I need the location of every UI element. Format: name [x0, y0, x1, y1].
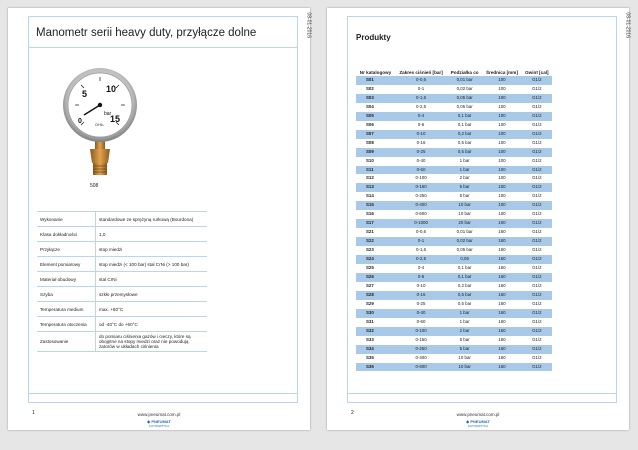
table-cell: 100	[498, 211, 506, 217]
image-caption: 508	[90, 183, 99, 189]
table-cell: 10 bar	[447, 363, 482, 372]
table-cell: 160	[498, 265, 506, 271]
table-cell: S08	[366, 139, 374, 145]
brand-name: PNEUMAT	[470, 419, 490, 424]
table-cell: 2 bar	[459, 175, 470, 181]
column-header: Nr katalogowy	[359, 69, 392, 75]
table-cell: G1/2	[522, 327, 552, 336]
table-row	[356, 121, 552, 130]
table-cell: G1/2	[532, 336, 542, 342]
table-row	[356, 345, 552, 354]
table-row	[356, 130, 552, 139]
title-divider	[29, 47, 297, 48]
table-row	[356, 264, 552, 273]
footer-divider	[29, 393, 297, 394]
table-cell: 10 bar	[458, 354, 471, 360]
table-cell: S14	[366, 193, 374, 199]
table-cell: 0,5 bar	[457, 300, 472, 306]
dial-label-0: 0	[78, 118, 82, 125]
footer-url: www.pneumat.com.pl	[456, 412, 500, 417]
table-cell: G1/2	[532, 229, 542, 235]
table-cell: G1/2	[522, 273, 552, 282]
table-cell: 0-60	[395, 166, 447, 175]
spec-row	[37, 272, 207, 287]
table-cell: S24	[356, 255, 395, 264]
table-cell: 1 bar	[459, 157, 470, 163]
table-cell: 160	[482, 237, 522, 246]
brand-logo: ◆ PNEUMAT	[147, 419, 171, 424]
table-cell: G1/2	[532, 354, 542, 360]
page-title: Produkty	[356, 33, 391, 42]
spec-key: Szyba	[37, 287, 96, 302]
table-cell: 100	[482, 183, 522, 192]
table-row	[356, 273, 552, 282]
table-cell: 0-1000	[395, 219, 447, 228]
brand-subtitle: AUTOMATYKA	[467, 424, 489, 428]
table-cell: G1/2	[522, 237, 552, 246]
table-cell: S06	[366, 121, 374, 127]
table-cell: 2 bar	[447, 327, 482, 336]
table-cell: 160	[482, 363, 522, 372]
dial-brand: ОНЬ	[95, 122, 104, 127]
table-cell: 0-6	[417, 121, 425, 127]
table-cell: 0-600	[395, 363, 447, 372]
table-cell: 1 bar	[447, 309, 482, 318]
specification-table	[37, 211, 207, 352]
table-cell: 0-0,6	[416, 229, 427, 235]
table-cell: 0,1 bar	[447, 273, 482, 282]
table-cell: 0,5 bar	[457, 139, 472, 145]
table-cell: 160	[498, 336, 506, 342]
table-cell: G1/2	[532, 265, 542, 271]
dial-label-15: 15	[110, 114, 121, 124]
spec-value: do pomiaru ciśnienia gazów i cieczy, które są obojętne na stopy miedzi oraz nie powodują zatorów w układach ciśnienia	[96, 332, 208, 352]
table-row	[356, 76, 552, 85]
table-cell: 0-1	[395, 237, 447, 246]
table-row	[356, 309, 552, 318]
dial-unit: bar	[104, 111, 112, 117]
table-cell: S07	[356, 130, 395, 139]
table-cell: 0-2,5	[395, 255, 447, 264]
table-cell: 0-25	[416, 300, 426, 306]
table-cell: 0-16	[395, 291, 447, 300]
table-cell: S13	[356, 183, 395, 192]
table-cell: S01	[356, 76, 395, 85]
table-row	[356, 148, 552, 157]
table-cell: S32	[356, 327, 395, 336]
table-cell: 0,05	[447, 255, 482, 264]
table-cell: S36	[356, 363, 395, 372]
spec-row	[37, 332, 207, 352]
table-cell: 0,1 bar	[457, 121, 472, 127]
spec-row	[37, 257, 207, 272]
table-row	[356, 363, 552, 372]
table-cell: G1/2	[522, 112, 552, 121]
table-cell: G1/2	[522, 219, 552, 228]
table-cell: S09	[356, 148, 395, 157]
table-cell: S33	[366, 336, 374, 342]
table-cell: S12	[366, 175, 374, 181]
table-cell: G1/2	[532, 121, 542, 127]
table-cell: S31	[366, 318, 374, 324]
table-cell: 0-16	[416, 139, 426, 145]
table-cell: 100	[482, 94, 522, 103]
table-cell: S22	[356, 237, 395, 246]
spec-value: od -40°C do +60°C	[96, 317, 208, 332]
table-cell: G1/2	[532, 85, 542, 91]
page-number: 1	[32, 410, 35, 416]
table-cell: 0,1 bar	[447, 112, 482, 121]
table-row	[356, 237, 552, 246]
column-header: Średnica [mm]	[485, 69, 518, 75]
spec-value: max. +60°C	[96, 302, 208, 317]
table-cell: G1/2	[522, 183, 552, 192]
table-cell: S17	[356, 219, 395, 228]
table-cell: 0-40	[416, 157, 426, 163]
table-cell: S30	[356, 309, 395, 318]
table-cell: G1/2	[532, 175, 542, 181]
spec-value: stop miedzi (< 100 bar) stal CrNi (> 100 bar)	[96, 257, 208, 272]
table-row	[356, 246, 552, 255]
table-cell: 160	[482, 255, 522, 264]
table-cell: S26	[356, 273, 395, 282]
table-cell: 100	[498, 157, 506, 163]
table-cell: 1 bar	[459, 318, 470, 324]
brand-name: PNEUMAT	[151, 419, 171, 424]
table-cell: 100	[498, 121, 506, 127]
column-header: Zakres ciśnień [bar]	[399, 69, 443, 75]
table-cell: S04	[366, 103, 374, 109]
table-cell: S11	[356, 166, 395, 175]
table-cell: 100	[482, 112, 522, 121]
table-row	[356, 318, 552, 327]
table-row	[356, 354, 552, 363]
table-cell: 160	[498, 229, 506, 235]
table-cell: 0-40	[395, 309, 447, 318]
table-cell: 0,05 bar	[447, 94, 482, 103]
table-cell: G1/2	[522, 309, 552, 318]
table-row	[356, 219, 552, 228]
spec-row	[37, 212, 207, 227]
table-cell: 100	[498, 85, 506, 91]
table-cell: 0-60	[416, 318, 426, 324]
spec-key: Temperatura otoczenia	[37, 317, 96, 332]
table-cell: 0-250	[415, 193, 427, 199]
table-cell: 0-1,6	[395, 94, 447, 103]
table-row	[356, 282, 552, 291]
spec-row	[37, 287, 207, 302]
spec-key: Klasa dokładności	[37, 227, 96, 242]
table-cell: 20 bar	[447, 219, 482, 228]
footer-url: www.pneumat.com.pl	[137, 412, 181, 417]
table-cell: G1/2	[532, 282, 542, 288]
table-cell: 0,1 bar	[457, 265, 472, 271]
table-row	[356, 112, 552, 121]
table-cell: 160	[482, 327, 522, 336]
table-cell: G1/2	[522, 148, 552, 157]
table-row	[356, 192, 552, 201]
spec-value: szkło przemysłowe	[96, 287, 208, 302]
table-cell: 0,05 bar	[456, 247, 473, 253]
spec-key: Wykonanie	[37, 212, 96, 227]
table-row	[356, 210, 552, 219]
table-cell: S16	[366, 211, 374, 217]
table-cell: 100	[498, 193, 506, 199]
table-cell: 0,5 bar	[447, 148, 482, 157]
table-cell: 160	[482, 309, 522, 318]
table-cell: G1/2	[522, 166, 552, 175]
table-cell: 0-10	[416, 282, 426, 288]
table-cell: S23	[366, 247, 374, 253]
table-row	[356, 228, 552, 237]
table-cell: 100	[482, 201, 522, 210]
spec-value: stal CrNi	[96, 272, 208, 287]
page-frame	[28, 16, 298, 403]
table-cell: 0-4	[395, 112, 447, 121]
table-row	[356, 327, 552, 336]
table-cell: 160	[498, 282, 506, 288]
table-cell: 5 bar	[447, 345, 482, 354]
table-cell: 0-1,6	[416, 247, 427, 253]
table-cell: 0,5 bar	[447, 291, 482, 300]
spec-row	[37, 302, 207, 317]
table-cell: S15	[356, 201, 395, 210]
table-cell: 160	[498, 318, 506, 324]
spec-value: stop miedzi	[96, 242, 208, 257]
table-row	[356, 201, 552, 210]
table-row	[356, 300, 552, 309]
table-cell: 0,2 bar	[447, 130, 482, 139]
table-cell: 0-10	[395, 130, 447, 139]
table-cell: 100	[482, 219, 522, 228]
table-row	[356, 166, 552, 175]
dial-label-10: 10	[106, 84, 117, 94]
table-cell: 100	[498, 103, 506, 109]
pressure-gauge-image	[62, 67, 138, 182]
table-cell: 10 bar	[458, 211, 471, 217]
table-cell: 0,2 bar	[457, 282, 472, 288]
table-cell: S25	[366, 265, 374, 271]
dial-label-5: 5	[82, 89, 88, 99]
table-row	[356, 174, 552, 183]
table-cell: 0-100	[415, 175, 427, 181]
footer-divider	[348, 393, 616, 394]
table-cell: 100	[482, 166, 522, 175]
table-cell: 0-6	[395, 273, 447, 282]
spec-key: Zastosowanie	[37, 332, 96, 352]
table-cell: S02	[366, 85, 374, 91]
document-page-2	[327, 8, 629, 430]
products-table	[356, 57, 552, 371]
column-header: Podziałka co	[450, 69, 479, 75]
table-cell: 0,02 bar	[456, 85, 473, 91]
spec-value: standardowe ze sprężyną rurkową (Bourdona)	[96, 212, 208, 227]
table-row	[356, 255, 552, 264]
table-cell: 100	[498, 175, 506, 181]
table-cell: 0,02 bar	[447, 237, 482, 246]
table-cell: G1/2	[522, 255, 552, 264]
table-row	[356, 139, 552, 148]
table-cell: S21	[366, 229, 374, 235]
table-cell: 10 bar	[447, 201, 482, 210]
table-cell: 0-100	[395, 327, 447, 336]
brand-subtitle: AUTOMATYKA	[148, 424, 170, 428]
table-cell: G1/2	[522, 363, 552, 372]
table-cell: 0-250	[395, 345, 447, 354]
page-title: Manometr serii heavy duty, przyłącze dolne	[36, 27, 257, 39]
table-cell: 0,05 bar	[456, 103, 473, 109]
table-row	[356, 85, 552, 94]
table-cell: G1/2	[532, 157, 542, 163]
document-page-1	[8, 8, 310, 430]
table-cell: G1/2	[532, 193, 542, 199]
page-number: 2	[351, 410, 354, 416]
table-row	[356, 103, 552, 112]
table-cell: 0-25	[395, 148, 447, 157]
spec-row	[37, 317, 207, 332]
page-frame	[347, 16, 617, 403]
table-row	[356, 183, 552, 192]
table-cell: 100	[482, 130, 522, 139]
table-cell: 0-1	[417, 85, 425, 91]
table-cell: G1/2	[532, 300, 542, 306]
table-cell: 5 bar	[459, 193, 470, 199]
document-code: 08-01-2016	[306, 12, 312, 38]
table-cell: S35	[366, 354, 374, 360]
spec-row	[37, 227, 207, 242]
table-cell: 160	[498, 300, 506, 306]
document-code: 08-01-2016	[625, 12, 631, 38]
table-cell: S10	[366, 157, 374, 163]
table-cell: 0-160	[395, 183, 447, 192]
table-cell: 100	[482, 76, 522, 85]
table-cell: 0-0,6	[395, 76, 447, 85]
table-cell: 1 bar	[447, 166, 482, 175]
brand-logo: ◆ PNEUMAT	[466, 419, 490, 424]
spec-key: Przyłącze	[37, 242, 96, 257]
table-cell: 5 bar	[459, 336, 470, 342]
table-cell: G1/2	[522, 345, 552, 354]
spec-key: Materiał obudowy	[37, 272, 96, 287]
table-cell: S03	[356, 94, 395, 103]
table-row	[356, 291, 552, 300]
table-cell: G1/2	[522, 94, 552, 103]
table-cell: G1/2	[522, 201, 552, 210]
table-cell: 0-600	[415, 211, 427, 217]
table-cell: 0-4	[417, 265, 425, 271]
table-cell: S29	[366, 300, 374, 306]
table-row	[356, 157, 552, 166]
spec-row	[37, 242, 207, 257]
table-cell: 100	[482, 148, 522, 157]
table-cell: 5 bar	[447, 183, 482, 192]
table-cell: G1/2	[532, 247, 542, 253]
table-row	[356, 94, 552, 103]
table-cell: 160	[482, 273, 522, 282]
spec-key: Element pomiarowy	[37, 257, 96, 272]
table-row	[356, 336, 552, 345]
table-cell: 0-160	[415, 336, 427, 342]
table-cell: 0-400	[415, 354, 427, 360]
table-cell: 100	[498, 139, 506, 145]
table-cell: 160	[498, 354, 506, 360]
table-cell: G1/2	[532, 103, 542, 109]
table-cell: S28	[356, 291, 395, 300]
table-cell: 0,01 bar	[447, 76, 482, 85]
table-cell: G1/2	[532, 318, 542, 324]
table-cell: 0-2,5	[416, 103, 427, 109]
table-cell: 0,01 bar	[456, 229, 473, 235]
table-cell: G1/2	[522, 130, 552, 139]
column-header: Gwint [cal]	[525, 69, 549, 75]
table-cell: G1/2	[522, 76, 552, 85]
table-cell: S05	[356, 112, 395, 121]
table-cell: 0-400	[395, 201, 447, 210]
table-cell: 160	[482, 291, 522, 300]
table-cell: 160	[498, 247, 506, 253]
table-cell: G1/2	[532, 139, 542, 145]
table-cell: S27	[366, 282, 374, 288]
spec-value: 1,0	[96, 227, 208, 242]
table-cell: S34	[356, 345, 395, 354]
table-cell: G1/2	[532, 211, 542, 217]
spec-key: Temperatura medium	[37, 302, 96, 317]
table-cell: G1/2	[522, 291, 552, 300]
table-cell: 160	[482, 345, 522, 354]
